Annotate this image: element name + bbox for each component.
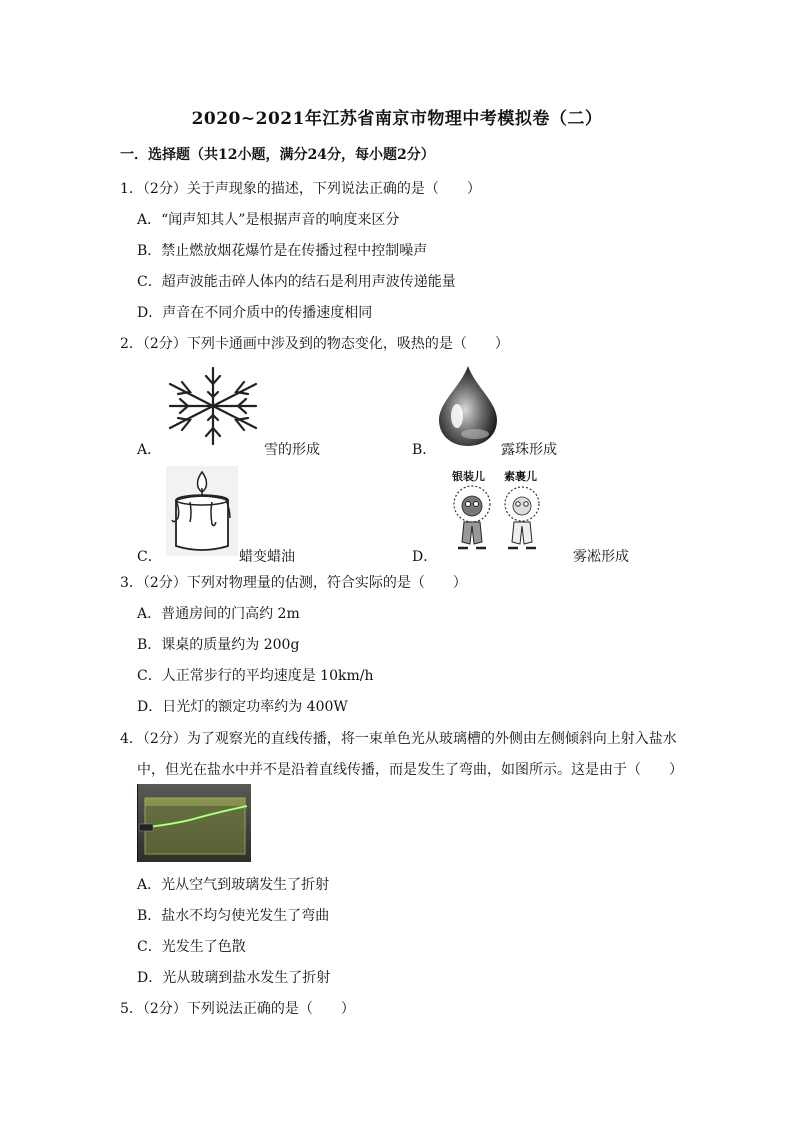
question-3-option-d: D．日光灯的额定功率约为 400W <box>137 699 348 715</box>
rime-label-right: 素裹儿 <box>504 470 537 483</box>
question-1-stem: 1．（2分）关于声现象的描述，下列说法正确的是（ ） <box>120 181 481 197</box>
question-2-option-c-caption: 蜡变蜡油 <box>239 549 295 565</box>
question-3-option-c: C．人正常步行的平均速度是 10km/h <box>137 668 374 684</box>
rime-cartoon-icon <box>438 466 554 556</box>
question-3-option-b: B．课桌的质量约为 200g <box>137 637 300 653</box>
question-2-option-c-letter: C． <box>137 549 162 565</box>
question-4-stem: 4．（2分）为了观察光的直线传播，将一束单色光从玻璃槽的外侧由左侧倾斜向上射入盐水 <box>120 731 677 747</box>
question-1-option-c: C．超声波能击碎人体内的结石是利用声波传递能量 <box>137 274 456 290</box>
candle-icon <box>166 466 238 556</box>
question-2-stem: 2．（2分）下列卡通画中涉及到的物态变化，吸热的是（ ） <box>120 336 509 352</box>
question-4-option-a: A．光从空气到玻璃发生了折射 <box>137 877 330 893</box>
question-4-stem-line2: 中，但光在盐水中并不是沿着直线传播，而是发生了弯曲，如图所示。这是由于（ ） <box>137 762 683 778</box>
question-2-option-b-caption: 露珠形成 <box>501 442 557 458</box>
section-heading: 一．选择题（共12小题，满分24分，每小题2分） <box>120 147 435 163</box>
question-3-stem: 3．（2分）下列对物理量的估测，符合实际的是（ ） <box>120 575 467 591</box>
question-2-option-a-letter: A． <box>137 442 162 458</box>
question-3-option-a: A．普通房间的门高约 2m <box>137 606 300 622</box>
laser-tank-photo <box>137 784 251 862</box>
question-1-option-b: B．禁止燃放烟花爆竹是在传播过程中控制噪声 <box>137 243 428 259</box>
question-2-option-d-caption: 雾凇形成 <box>573 549 629 565</box>
question-4-option-b: B．盐水不均匀使光发生了弯曲 <box>137 908 330 924</box>
question-4-option-d: D．光从玻璃到盐水发生了折射 <box>137 970 331 986</box>
question-1-option-a: A．“闻声知其人”是根据声音的响度来区分 <box>137 212 400 228</box>
question-5-stem: 5．（2分）下列说法正确的是（ ） <box>120 1001 355 1017</box>
question-1-option-d: D．声音在不同介质中的传播速度相同 <box>137 305 373 321</box>
water-drop-icon <box>437 364 499 448</box>
snowflake-icon <box>166 364 261 448</box>
exam-title: 2020~2021年江苏省南京市物理中考模拟卷（二） <box>191 109 603 129</box>
rime-label-left: 银装儿 <box>452 470 485 483</box>
question-2-option-a-caption: 雪的形成 <box>264 442 320 458</box>
question-2-option-b-letter: B． <box>412 442 437 458</box>
question-4-option-c: C．光发生了色散 <box>137 939 246 955</box>
question-2-option-d-letter: D． <box>412 549 438 565</box>
